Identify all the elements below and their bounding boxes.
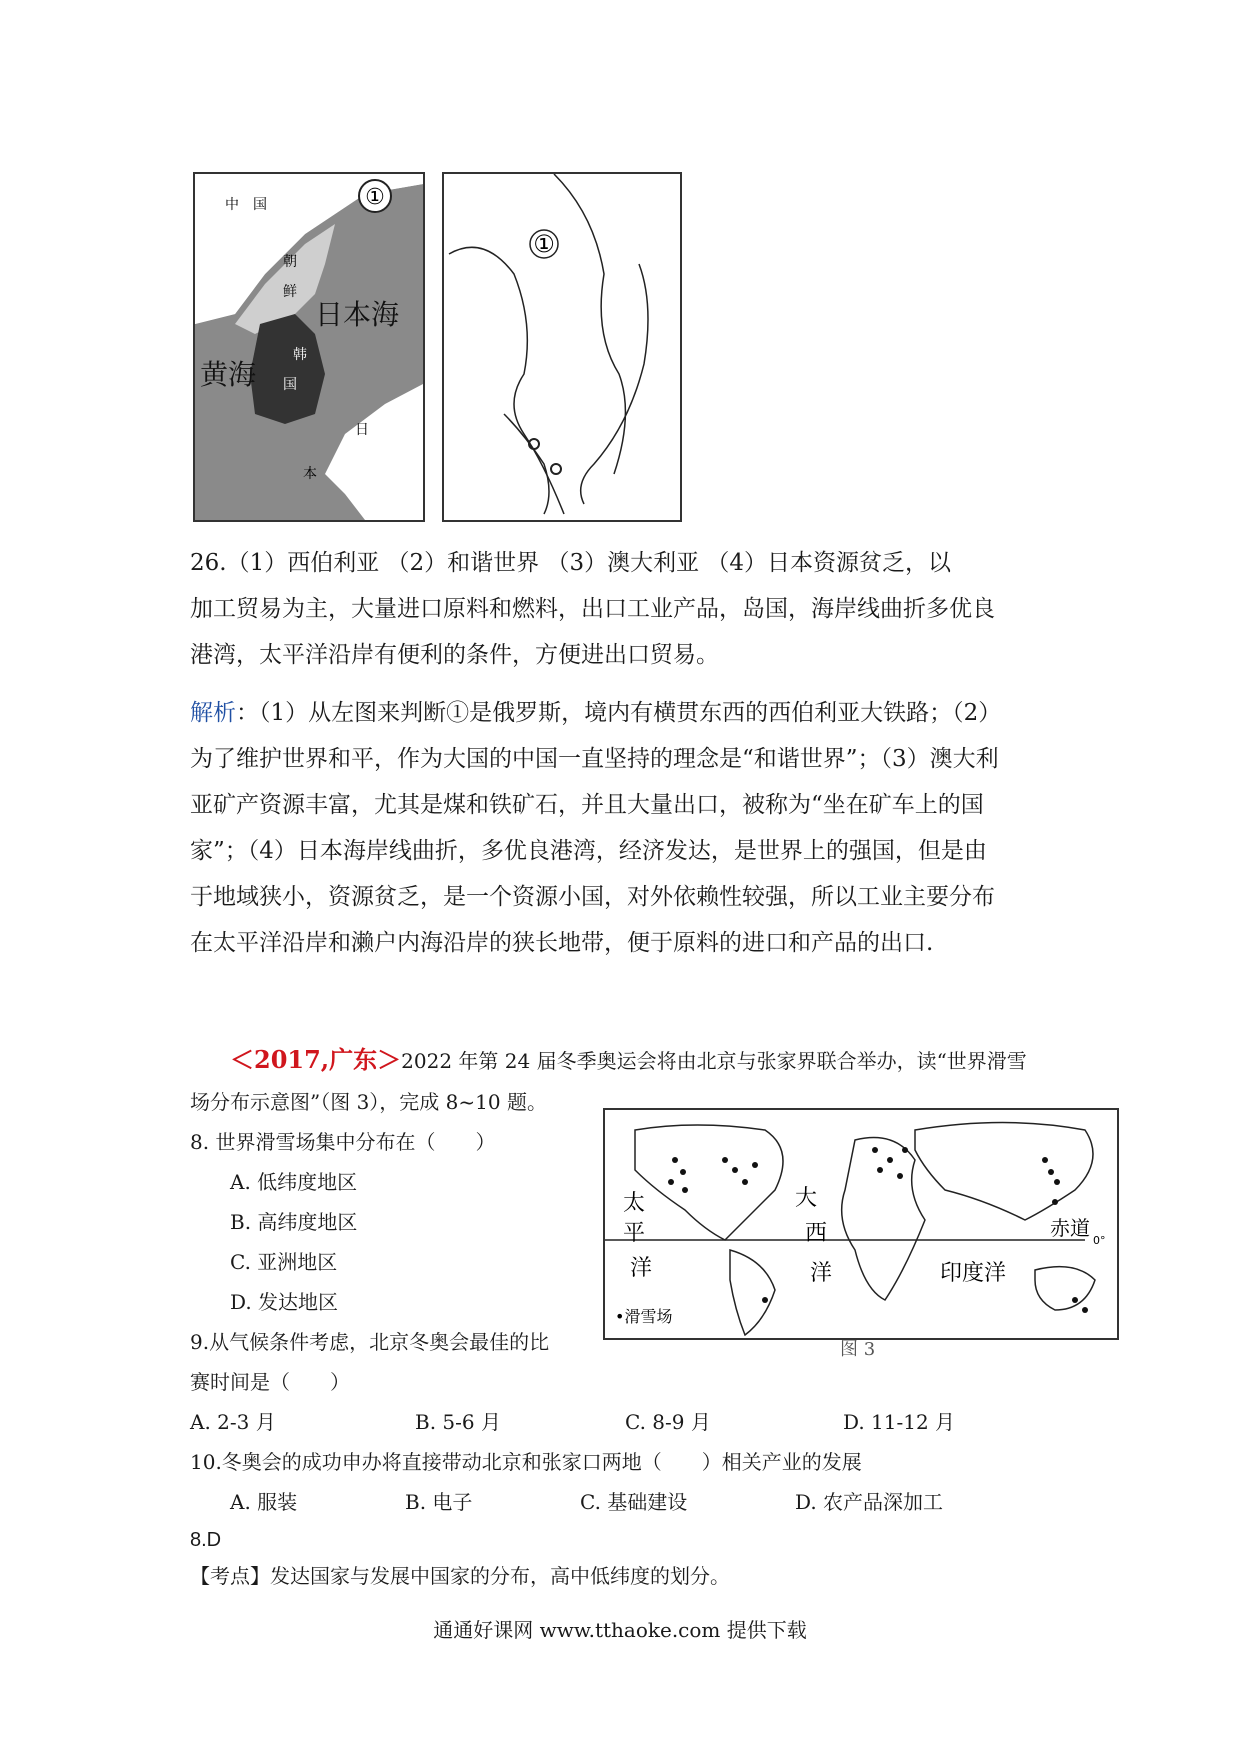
analysis-line6: 在太平洋沿岸和濑户内海沿岸的狭长地带，便于原料的进口和产品的出口. bbox=[190, 930, 934, 956]
question-9-line1: 9.从气候条件考虑，北京冬奥会最佳的比 bbox=[190, 1330, 550, 1354]
answer-26-line2: 加工贸易为主，大量进口原料和燃料，出口工业产品，岛国，海岸线曲折多优良 bbox=[190, 596, 995, 622]
analysis-line5: 于地域狭小，资源贫乏，是一个资源小国，对外依赖性较强，所以工业主要分布 bbox=[190, 884, 995, 910]
q9-option-b: B. 5-6 月 bbox=[415, 1410, 501, 1434]
yang1-label: 洋 bbox=[630, 1256, 653, 1281]
q10-option-c: C. 基础建设 bbox=[580, 1490, 688, 1514]
analysis-block bbox=[190, 690, 1050, 966]
q8-option-a: A. 低纬度地区 bbox=[230, 1170, 358, 1194]
analysis-line2: 为了维护世界和平，作为大国的中国一直坚持的理念是“和谐世界”；（3）澳大利 bbox=[190, 746, 999, 772]
japan-sea-label: 日本海 bbox=[315, 298, 400, 331]
korea-japan-map bbox=[193, 172, 425, 522]
answer-26 bbox=[190, 540, 1050, 678]
analysis-label: 解析 bbox=[190, 700, 236, 726]
analysis-line1: ：（1）从左图来判断①是俄罗斯，境内有横贯东西的西伯利亚大铁路；（2） bbox=[236, 700, 1002, 726]
legend-ski-resort: •滑雪场 bbox=[615, 1307, 673, 1326]
question-8: 8. 世界滑雪场集中分布在（ ） bbox=[190, 1130, 496, 1154]
da-label: 大 bbox=[795, 1186, 818, 1211]
question-intro-line1: 2022 年第 24 届冬季奥运会将由北京与张家界联合举办，读“世界滑雪 bbox=[401, 1049, 1027, 1073]
ping-label: 平 bbox=[623, 1221, 646, 1246]
question-intro bbox=[230, 1040, 1060, 1081]
answer-26-line1: 26.（1）西伯利亚 （2）和谐世界 （3）澳大利亚 （4）日本资源贫乏，以 bbox=[190, 550, 952, 576]
analysis-line4: 家”；（4）日本海岸线曲折，多优良港湾，经济发达，是世界上的强国，但是由 bbox=[190, 838, 987, 864]
east-asia-outline-map-svg bbox=[444, 174, 680, 520]
q10-option-b: B. 电子 bbox=[405, 1490, 473, 1514]
zero-degree-label: 0° bbox=[1093, 1234, 1106, 1247]
ri-label: 日 bbox=[355, 422, 369, 438]
equator-label: 赤道 bbox=[1050, 1216, 1090, 1240]
han-label: 韩 bbox=[293, 347, 307, 363]
q8-option-c: C. 亚洲地区 bbox=[230, 1250, 338, 1274]
figure-caption: 图 3 bbox=[840, 1339, 876, 1360]
xian-label: 鲜 bbox=[283, 284, 297, 300]
page-footer: 通通好课网 www.tthaoke.com 提供下载 bbox=[433, 1618, 807, 1642]
q8-option-b: B. 高纬度地区 bbox=[230, 1210, 358, 1234]
east-asia-outline-map bbox=[442, 172, 682, 522]
answer-8: 8.D bbox=[190, 1529, 222, 1551]
q8-option-d: D. 发达地区 bbox=[230, 1290, 339, 1314]
china-label: 中 国 bbox=[225, 197, 267, 213]
yellow-sea-label: 黄海 bbox=[200, 358, 257, 391]
chao-label: 朝 bbox=[283, 254, 297, 270]
ben-label: 本 bbox=[303, 466, 317, 482]
kaodian: 【考点】发达国家与发展中国家的分布，高中低纬度的划分。 bbox=[190, 1564, 730, 1588]
answer-26-line3: 港湾，太平洋沿岸有便利的条件，方便进出口贸易。 bbox=[190, 642, 719, 668]
question-intro-line2: 场分布示意图”（图 3），完成 8~10 题。 bbox=[190, 1090, 547, 1114]
q9-option-a: A. 2-3 月 bbox=[190, 1410, 276, 1434]
analysis-line3: 亚矿产资源丰富，尤其是煤和铁矿石，并且大量出口，被称为“坐在矿车上的国 bbox=[190, 792, 984, 818]
q10-option-d: D. 农产品深加工 bbox=[795, 1490, 944, 1514]
yang2-label: 洋 bbox=[810, 1261, 833, 1286]
q9-option-d: D. 11-12 月 bbox=[843, 1410, 956, 1434]
question-source: ＜2017,广东＞ bbox=[230, 1045, 402, 1074]
world-ski-map bbox=[603, 1108, 1119, 1340]
right-circle1-label: ① bbox=[533, 230, 555, 258]
question-9-line2: 赛时间是（ ） bbox=[190, 1370, 350, 1394]
guo-label: 国 bbox=[283, 377, 297, 393]
left-circle1-label: ① bbox=[365, 185, 385, 210]
xi-label: 西 bbox=[805, 1221, 828, 1246]
q10-option-a: A. 服装 bbox=[230, 1490, 298, 1514]
korea-japan-map-svg bbox=[195, 174, 423, 520]
question-10: 10.冬奥会的成功申办将直接带动北京和张家口两地（ ）相关产业的发展 bbox=[190, 1450, 862, 1474]
tai-label: 太 bbox=[623, 1191, 646, 1216]
indian-ocean-label: 印度洋 bbox=[940, 1261, 1007, 1286]
q9-option-c: C. 8-9 月 bbox=[625, 1410, 711, 1434]
world-ski-map-svg bbox=[605, 1110, 1117, 1338]
